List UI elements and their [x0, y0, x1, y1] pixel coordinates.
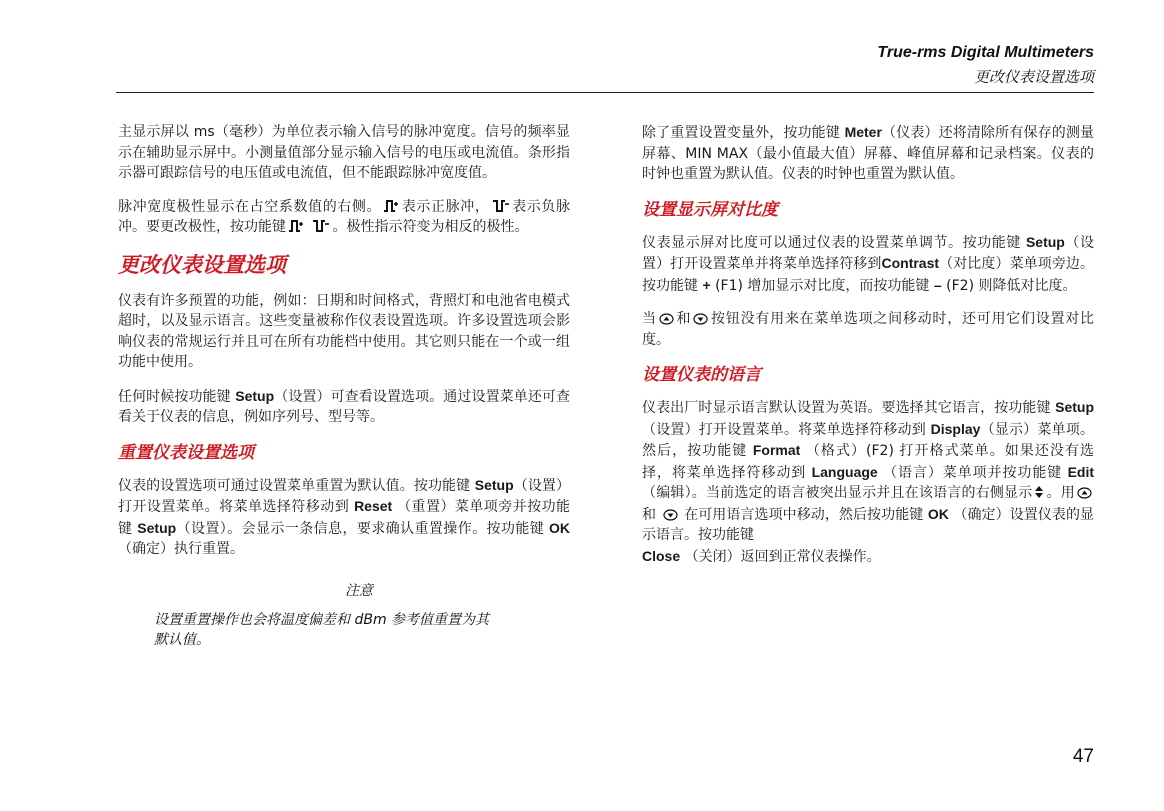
up-down-arrow-icon — [1034, 485, 1044, 499]
language-key-label: Language — [811, 463, 878, 480]
negative-pulse-icon — [492, 199, 510, 213]
positive-pulse-icon — [383, 199, 399, 213]
language-paragraph: 仪表出厂时显示语言默认设置为英语。要选择其它语言，按功能键 Setup （设置）打开设置菜单。将菜单选择符移动到 Display（显示）菜单项。然后，按功能键 Format （格式）(F2) 打开格式菜单。如果还没有选择，将菜单选择符移动到 Language （语言）菜单项并按功能键 Edit（编辑）。当前选定的语言被突出显示并且在该语言的右侧显示 。用 和 在可用语言选项中移动，然后按功能键 OK （确定）设置仪表的显示语言。按功能键 Close （关闭）返回到正常仪表操作。 — [642, 399, 1095, 565]
format-key-label: Format — [752, 442, 801, 458]
positive-pulse-icon — [288, 219, 304, 233]
reset-key-label: Reset — [354, 498, 393, 514]
subsection-contrast-title: 设置显示屏对比度 — [642, 199, 778, 220]
setup-key-label: Setup — [1025, 233, 1065, 250]
setup-options-paragraph: 仪表有许多预置的功能，例如：日期和时间格式，背照灯和电池省电模式超时，以及显示语言。这些变量被称作仪表设置选项。许多设置选项会影响仪表的常规运行并且可在所有功能档中使用。其它则只能在一个或一组功能中使用。 — [118, 292, 570, 370]
setup-key-label: Setup — [474, 476, 514, 493]
subsection-language-title: 设置仪表的语言 — [642, 365, 761, 385]
ok-key-label: OK — [549, 519, 571, 536]
setup-key-label: Setup — [235, 387, 275, 404]
note-text: 设置重置操作也会将温度偏差和 dBm 参考值重置为其默认值。 — [154, 611, 490, 648]
arrow-buttons-paragraph: 当 和 按钮没有用来在菜单选项之间移动时，还可用它们设置对比度。 — [642, 311, 1095, 348]
contrast-key-label: Contrast — [881, 255, 940, 271]
edit-key-label: Edit — [1067, 463, 1095, 480]
down-arrow-button-icon — [663, 509, 678, 521]
close-key-label: Close — [642, 547, 681, 564]
up-arrow-button-icon — [659, 313, 674, 325]
polarity-paragraph: 脉冲宽度极性显示在占空系数值的右侧。 表示正脉冲， 表示负脉冲。要更改极性，按功能键 。极性指示符变为相反的极性。 — [118, 198, 571, 235]
meter-key-label: Meter — [844, 124, 882, 140]
plus-key-label: + — [702, 276, 711, 293]
subsection-reset-title: 重置仪表设置选项 — [118, 442, 254, 463]
down-arrow-button-icon — [693, 313, 708, 325]
ok-key-label: OK — [927, 505, 949, 522]
setup-key-label: Setup — [1055, 399, 1095, 415]
contrast-paragraph: 仪表显示屏对比度可以通过仪表的设置菜单调节。按功能键 Setup（设置）打开设置菜单并将菜单选择符移到Contrast（对比度）菜单项旁边。按功能键 + (F1) 增加显示对比度，而按功能键 – (F2) 则降低对比度。 — [642, 233, 1095, 294]
pulse-width-paragraph: 主显示屏以 ms（毫秒）为单位表示输入信号的脉冲宽度。信号的频率显示在辅助显示屏中。小测量值部分显示输入信号的电压或电流值。条形指示器可跟踪信号的电压值或电流值，但不能跟踪脉冲宽度值。 — [118, 124, 570, 181]
meter-reset-paragraph: 除了重置设置变量外，按功能键 Meter（仪表）还将清除所有保存的测量屏幕、MIN MAX（最小值最大值）屏幕、峰值屏幕和记录档案。仪表的时钟也重置为默认值。仪表的时钟也重置为默认值。 — [642, 124, 1095, 182]
page-number: 47 — [1072, 746, 1094, 767]
header-subtitle: 更改仪表设置选项 — [973, 68, 1094, 86]
right-column — [642, 122, 1094, 580]
header-divider — [116, 92, 1094, 93]
header-title: True-rms Digital Multimeters — [877, 44, 1094, 61]
section-title: 更改仪表设置选项 — [118, 252, 286, 277]
setup-key-label: Setup — [137, 519, 177, 536]
left-column — [118, 122, 570, 651]
minus-key-label: – — [933, 276, 942, 293]
up-arrow-button-icon — [1077, 487, 1092, 499]
view-setup-paragraph: 任何时候按功能键 Setup（设置）可查看设置选项。通过设置菜单还可查看关于仪表的信息，例如序列号、型号等。 — [118, 387, 571, 425]
reset-paragraph: 仪表的设置选项可通过设置菜单重置为默认值。按功能键 Setup（设置）打开设置菜单。将菜单选择符移动到 Reset （重置）菜单项旁并按功能键 Setup（设置）。会显示一条信息，要求确认重置操作。按功能键 OK （确定）执行重置。 — [118, 476, 571, 557]
display-key-label: Display — [930, 420, 981, 437]
note-title: 注意 — [345, 582, 373, 599]
negative-pulse-icon — [312, 219, 330, 233]
